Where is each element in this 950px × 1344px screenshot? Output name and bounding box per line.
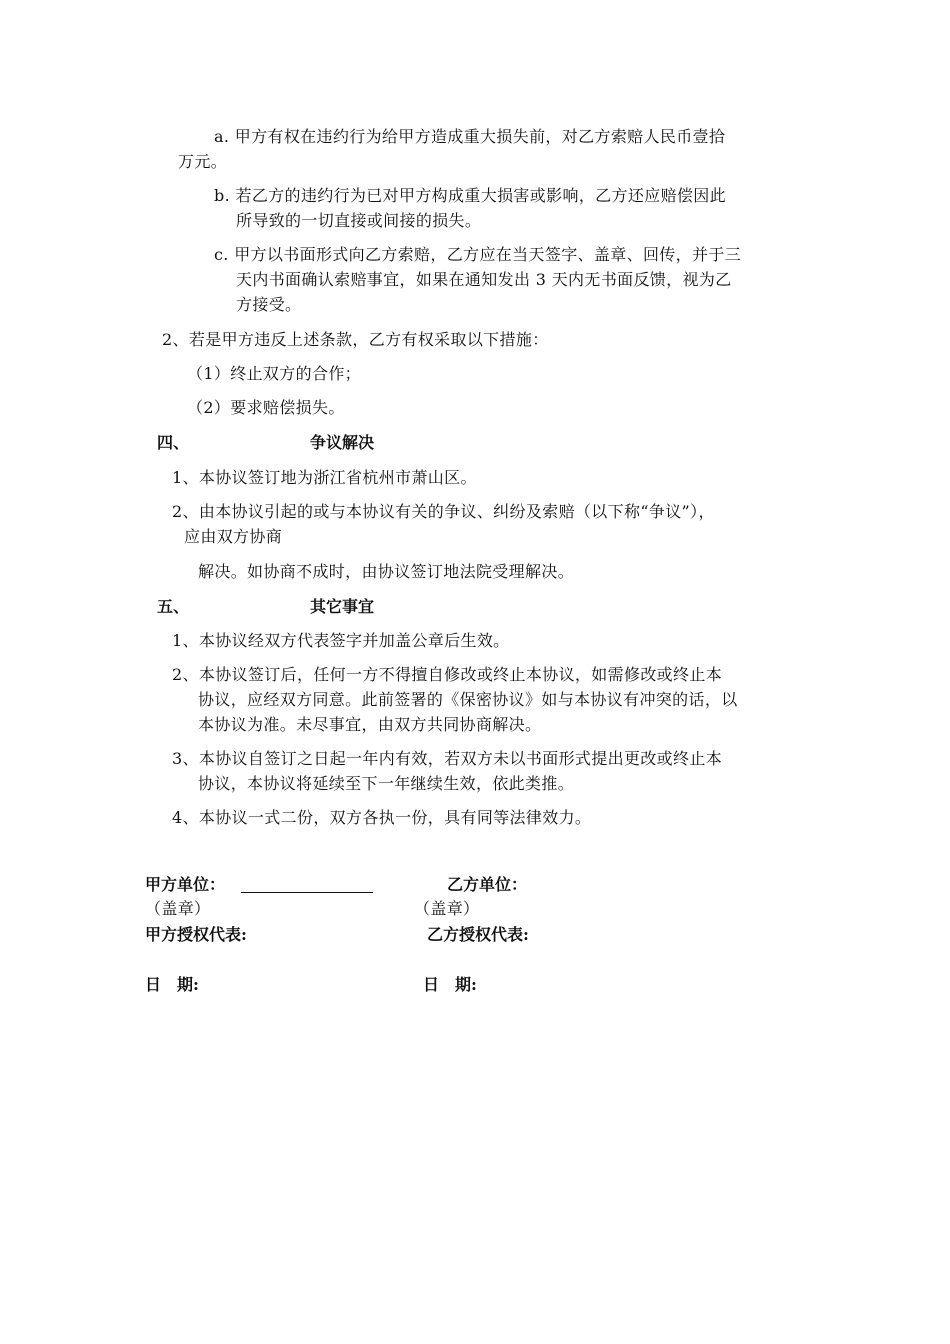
party-a-unit-blank[interactable] (241, 874, 373, 893)
section4-item2-line3: 解决。如协商不成时，由协议签订地法院受理解决。 (198, 562, 575, 581)
party-a-unit-label: 甲方单位： (145, 875, 226, 894)
section5-item2-line2: 协议，应经双方同意。此前签署的《保密协议》如与本协议有冲突的话，以 (198, 690, 738, 709)
section5-item3-line2: 协议，本协议将延续至下一年继续生效，依此类推。 (198, 774, 575, 793)
section5-item3-line1: 3、本协议自签订之日起一年内有效，若双方未以书面形式提出更改或终止本 (172, 749, 723, 768)
item-c-line2: 天内书面确认索赔事宜，如果在通知发出 3 天内无书面反馈，视为乙 (236, 270, 732, 289)
item-a-marker: a. (214, 127, 230, 146)
item-c-marker: c. (214, 245, 229, 264)
section4-item2-line1: 2、由本协议引起的或与本协议有关的争议、纠纷及索赔（以下称“争议”）， (172, 502, 715, 521)
item-b-line2: 所导致的一切直接或间接的损失。 (236, 211, 482, 230)
party-b-date-label: 日 期: (423, 975, 477, 994)
item-b-line1 (214, 184, 726, 208)
party-b-seal: （盖章） (414, 899, 480, 918)
party-a-rep-label: 甲方授权代表: (145, 925, 247, 944)
item-a-text: 甲方有权在违约行为给甲方造成重大损失前，对乙方索赔人民币壹拾 (234, 127, 726, 146)
section5-item2-line3: 本协议为准。未尽事宜，由双方共同协商解决。 (198, 715, 542, 734)
item-c-line3: 方接受。 (236, 295, 302, 314)
section4-number: 四、 (157, 433, 190, 452)
item-b-text: 若乙方的违约行为已对甲方构成重大损害或影响，乙方还应赔偿因此 (235, 186, 726, 205)
party-a-seal: （盖章） (145, 899, 211, 918)
clause-3-2-measure1: （1）终止双方的合作； (187, 364, 362, 383)
item-c-text: 甲方以书面形式向乙方索赔，乙方应在当天签字、盖章、回传，并于三 (234, 245, 742, 264)
party-b-unit-label: 乙方单位： (447, 875, 528, 894)
section5-title: 其它事宜 (310, 597, 375, 616)
section5-number: 五、 (157, 597, 190, 616)
section5-item2-line1: 2、本协议签订后，任何一方不得擅自修改或终止本协议，如需修改或终止本 (172, 665, 723, 684)
section5-item1: 1、本协议经双方代表签字并加盖公章后生效。 (172, 631, 510, 650)
item-c-line1 (214, 243, 741, 267)
item-b-marker: b. (214, 186, 231, 205)
clause-3-2-text: 2、若是甲方违反上述条款，乙方有权采取以下措施： (162, 330, 549, 349)
clause-3-2-measure2: （2）要求赔偿损失。 (187, 398, 345, 417)
party-b-rep-label: 乙方授权代表: (427, 925, 529, 944)
section5-item4: 4、本协议一式二份，双方各执一份，具有同等法律效力。 (172, 808, 592, 827)
section4-item2-line2: 应由双方协商 (184, 527, 283, 546)
item-a-line1 (214, 125, 725, 149)
section4-item1: 1、本协议签订地为浙江省杭州市萧山区。 (172, 468, 477, 487)
item-a-line2: 万元。 (178, 152, 228, 171)
section4-title: 争议解决 (310, 433, 375, 452)
party-a-date-label: 日 期: (145, 975, 199, 994)
